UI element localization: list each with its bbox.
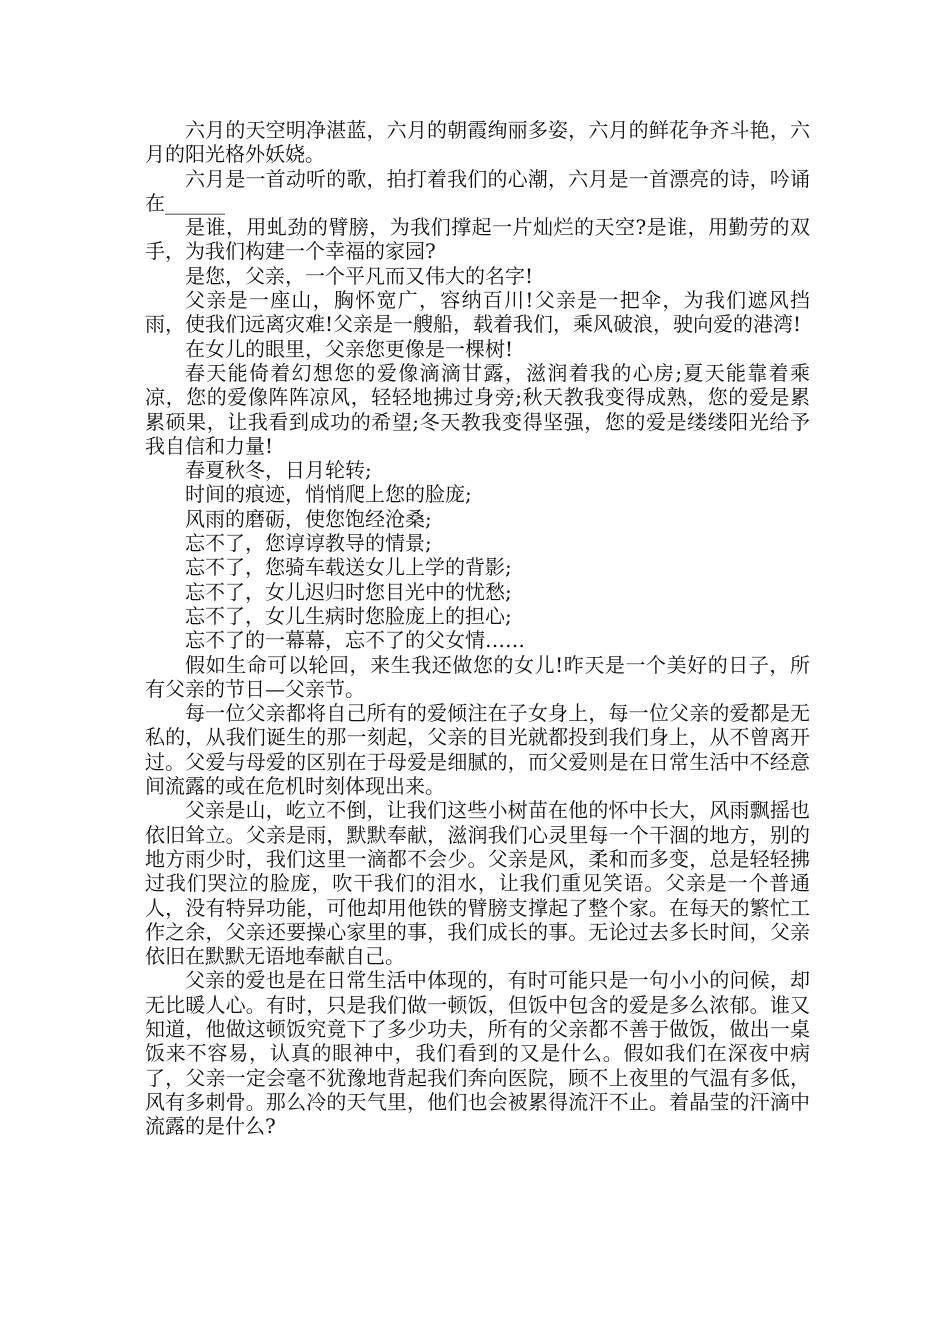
paragraph-1: 六月的天空明净湛蓝，六月的朝霞绚丽多姿，六月的鲜花争齐斗艳，六月的阳光格外妖娆。 [145, 118, 810, 167]
paragraph-9: 每一位父亲都将自己所有的爱倾注在子女身上，每一位父亲的爱都是无私的，从我们诞生的那一刻起，父亲的目光就都投到我们身上，从不曾离开过。父爱与母爱的区别在于母爱是细腻的，而父爱则是在日常生活中不经意间流露的或在危机时刻体现出来。 [145, 701, 810, 799]
poem-line-6: 忘不了，女儿迟归时您目光中的忧愁; [185, 579, 512, 604]
poem-line-1: 春夏秋冬，日月轮转; [185, 458, 372, 483]
poem-line-5: 忘不了，您骑车载送女儿上学的背影; [185, 555, 512, 580]
paragraph-2: 六月是一首动听的歌，拍打着我们的心潮，六月是一首漂亮的诗，吟诵在______ [145, 166, 810, 215]
poem-line-8: 忘不了的一幕幕，忘不了的父女情…… [185, 628, 525, 653]
poem-line-7: 忘不了，女儿生病时您脸庞上的担心; [185, 603, 512, 628]
paragraph-4: 是您，父亲，一个平凡而又伟大的名字! [185, 263, 534, 288]
paragraph-6: 在女儿的眼里，父亲您更像是一棵树! [185, 336, 514, 361]
paragraph-11: 父亲的爱也是在日常生活中体现的，有时可能只是一句小小的问候，却无比暖人心。有时，只是我们做一顿饭，但饭中包含的爱是多么浓郁。谁又知道，他做这顿饭究竟下了多少功夫，所有的父亲都不善于做饭，做出一桌饭来不容易，认真的眼神中，我们看到的又是什么。假如我们在深夜中病了，父亲一定会毫不犹豫地背起我们奔向医院，顾不上夜里的气温有多低，风有多刺骨。那么冷的天气里，他们也会被累得流汗不止。着晶莹的汗滴中流露的是什么? [145, 968, 810, 1139]
paragraph-5: 父亲是一座山，胸怀宽广，容纳百川!父亲是一把伞，为我们遮风挡雨，使我们远离灾难!父亲是一艘船，载着我们，乘风破浪，驶向爱的港湾! [145, 288, 810, 337]
poem-line-4: 忘不了，您谆谆教导的情景; [185, 531, 432, 556]
document-page [145, 118, 810, 1138]
poem-line-3: 风雨的磨砺，使您饱经沧桑; [185, 506, 432, 531]
paragraph-3: 是谁，用虬劲的臂膀，为我们撑起一片灿烂的天空?是谁，用勤劳的双手，为我们构建一个幸福的家园? [145, 215, 810, 264]
poem-line-2: 时间的痕迹，悄悄爬上您的脸庞; [185, 482, 472, 507]
paragraph-7: 春天能倚着幻想您的爱像滴滴甘露，滋润着我的心房;夏天能靠着乘凉，您的爱像阵阵凉风，轻轻地拂过身旁;秋天教我变得成熟，您的爱是累累硕果，让我看到成功的希望;冬天教我变得坚强，您的爱是缕缕阳光给予我自信和力量! [145, 360, 810, 458]
paragraph-10: 父亲是山，屹立不倒，让我们这些小树苗在他的怀中长大，风雨飘摇也依旧耸立。父亲是雨，默默奉献，滋润我们心灵里每一个干涸的地方，别的地方雨少时，我们这里一滴都不会少。父亲是风，柔和而多变，总是轻轻拂过我们哭泣的脸庞，吹干我们的泪水，让我们重见笑语。父亲是一个普通人，没有特异功能，可他却用他铁的臂膀支撑起了整个家。在每天的繁忙工作之余，父亲还要操心家里的事，我们成长的事。无论过去多长时间，父亲依旧在默默无语地奉献自己。 [145, 798, 810, 969]
paragraph-8: 假如生命可以轮回，来生我还做您的女儿!昨天是一个美好的日子，所有父亲的节日—父亲节。 [145, 652, 810, 701]
